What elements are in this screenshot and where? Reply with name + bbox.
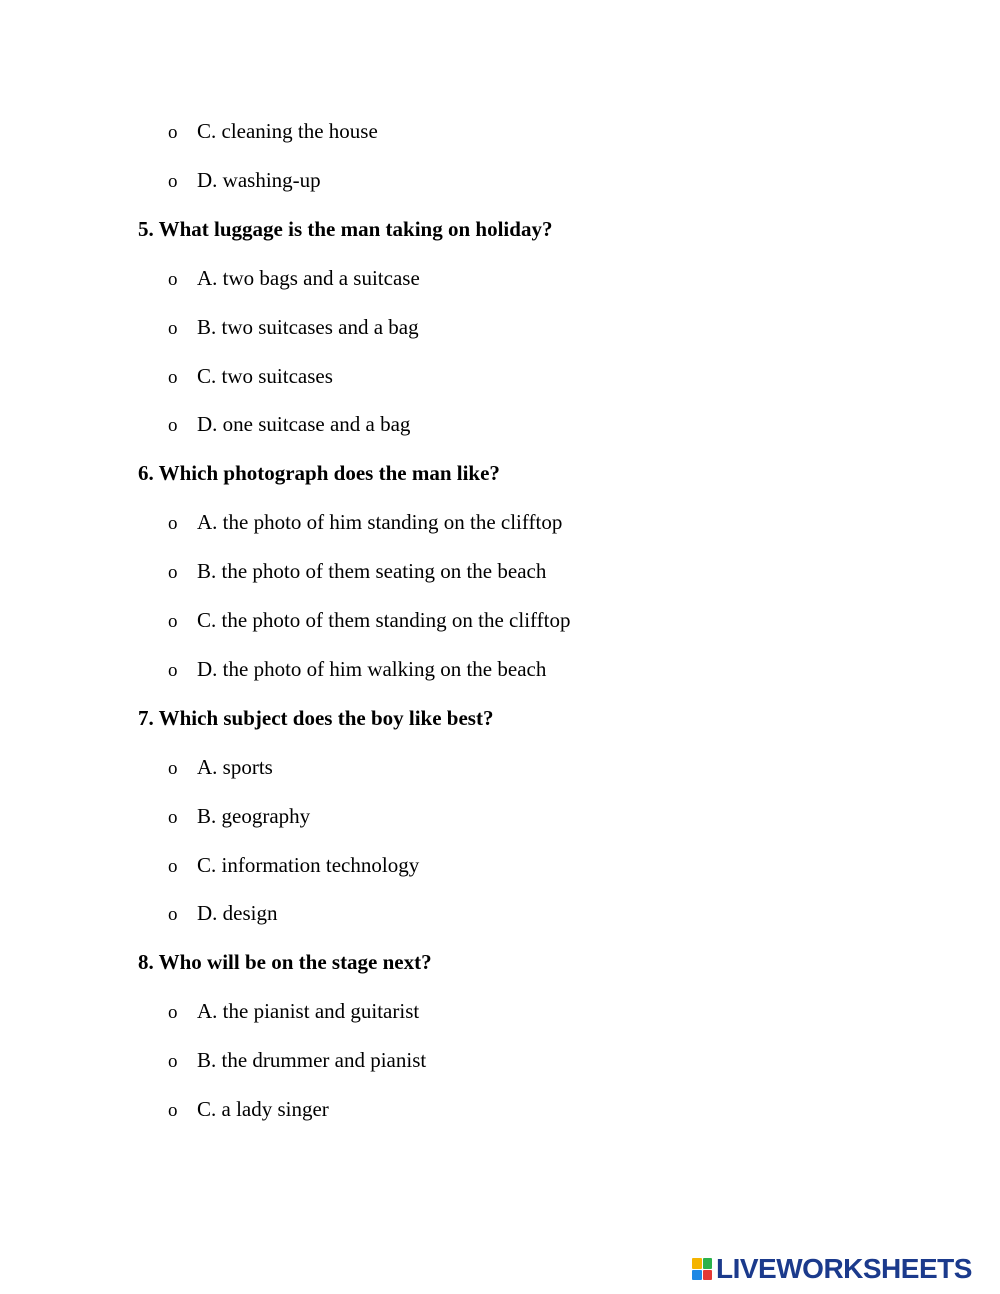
- option-bullet-icon: o: [168, 269, 178, 290]
- liveworksheets-logo-icon: [692, 1258, 712, 1280]
- answer-option[interactable]: [168, 509, 562, 537]
- option-bullet-icon: o: [168, 1002, 178, 1023]
- answer-option[interactable]: [168, 265, 420, 293]
- option-label: A. sports: [197, 755, 273, 779]
- question-label: 6. Which photograph does the man like?: [138, 461, 500, 485]
- answer-option[interactable]: [168, 1047, 426, 1075]
- answer-option[interactable]: [168, 314, 419, 342]
- logo-mark-block: [703, 1270, 713, 1281]
- option-label: C. cleaning the house: [197, 119, 378, 143]
- option-label: D. washing-up: [197, 168, 321, 192]
- answer-option[interactable]: [168, 998, 419, 1026]
- option-label: D. one suitcase and a bag: [197, 412, 411, 436]
- option-label: C. the photo of them standing on the clifftop: [197, 608, 571, 632]
- option-bullet-icon: o: [168, 660, 178, 681]
- question-text: [138, 216, 552, 242]
- question-label: 7. Which subject does the boy like best?: [138, 706, 494, 730]
- option-label: C. information technology: [197, 853, 420, 877]
- answer-option[interactable]: [168, 411, 410, 439]
- option-label: A. the pianist and guitarist: [197, 999, 420, 1023]
- answer-option[interactable]: [168, 900, 278, 928]
- option-label: C. two suitcases: [197, 364, 333, 388]
- logo-mark-block: [692, 1258, 702, 1269]
- option-bullet-icon: o: [168, 856, 178, 877]
- answer-option[interactable]: [168, 803, 310, 831]
- question-label: 8. Who will be on the stage next?: [138, 950, 432, 974]
- option-bullet-icon: o: [168, 611, 178, 632]
- option-label: A. two bags and a suitcase: [197, 266, 420, 290]
- option-bullet-icon: o: [168, 758, 178, 779]
- answer-option[interactable]: [168, 656, 546, 684]
- answer-option[interactable]: [168, 754, 273, 782]
- option-label: B. geography: [197, 804, 311, 828]
- option-bullet-icon: o: [168, 1051, 178, 1072]
- option-label: B. the drummer and pianist: [197, 1048, 427, 1072]
- option-bullet-icon: o: [168, 415, 178, 436]
- option-label: B. the photo of them seating on the beach: [197, 559, 547, 583]
- question-text: [138, 460, 500, 486]
- answer-option[interactable]: [168, 118, 378, 146]
- answer-option[interactable]: [168, 363, 333, 391]
- answer-option[interactable]: [168, 607, 570, 635]
- logo-mark-block: [703, 1258, 713, 1269]
- option-label: D. the photo of him walking on the beach: [197, 657, 547, 681]
- option-bullet-icon: o: [168, 171, 178, 192]
- option-label: B. two suitcases and a bag: [197, 315, 419, 339]
- answer-option[interactable]: [168, 852, 419, 880]
- answer-option[interactable]: [168, 1096, 329, 1124]
- option-bullet-icon: o: [168, 1100, 178, 1121]
- question-text: [138, 705, 493, 731]
- option-bullet-icon: o: [168, 513, 178, 534]
- option-label: C. a lady singer: [197, 1097, 329, 1121]
- liveworksheets-logo: [692, 1255, 972, 1283]
- option-bullet-icon: o: [168, 367, 178, 388]
- option-label: D. design: [197, 901, 278, 925]
- option-bullet-icon: o: [168, 318, 178, 339]
- option-bullet-icon: o: [168, 122, 178, 143]
- option-label: A. the photo of him standing on the clifftop: [197, 510, 563, 534]
- option-bullet-icon: o: [168, 904, 178, 925]
- logo-wordmark: LIVEWORKSHEETS: [716, 1253, 972, 1284]
- answer-option[interactable]: [168, 558, 546, 586]
- question-label: 5. What luggage is the man taking on holiday?: [138, 217, 553, 241]
- question-text: [138, 949, 432, 975]
- answer-option[interactable]: [168, 167, 321, 195]
- logo-mark-block: [692, 1270, 702, 1281]
- option-bullet-icon: o: [168, 807, 178, 828]
- option-bullet-icon: o: [168, 562, 178, 583]
